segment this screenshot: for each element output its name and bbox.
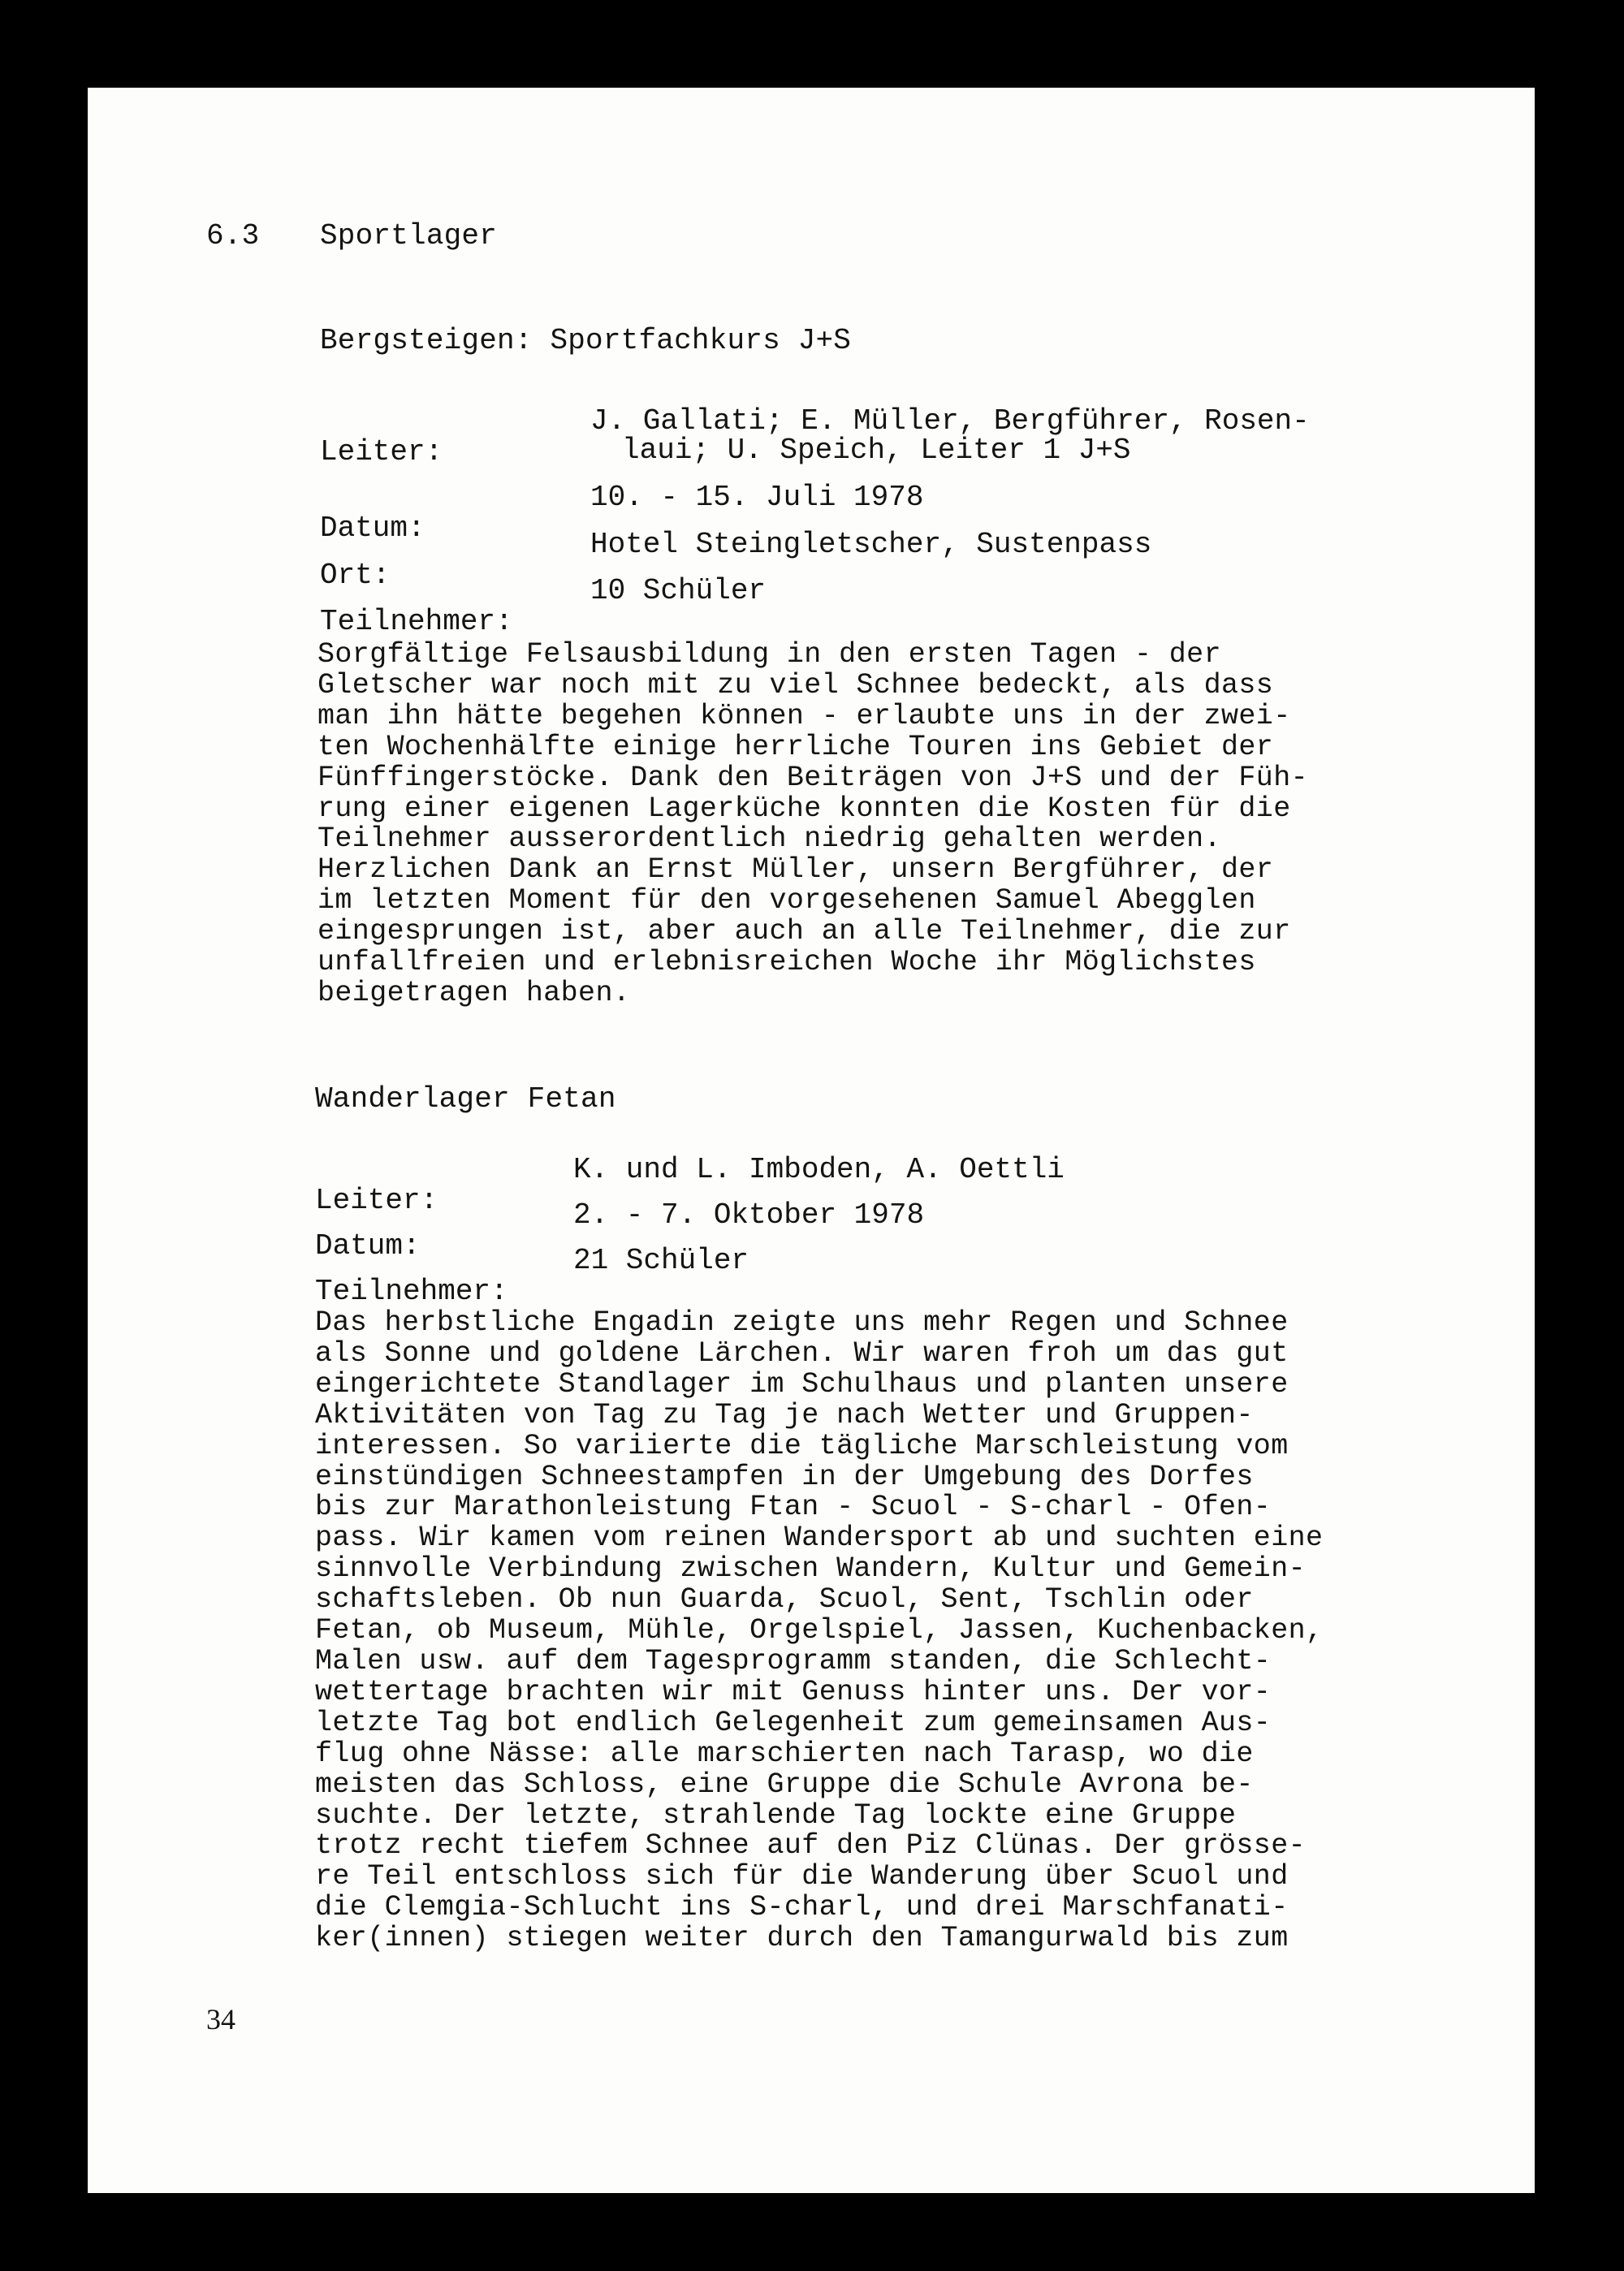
- section-title: Sportlager: [320, 219, 498, 253]
- text-line: sinnvolle Verbindung zwischen Wandern, Kultur und Gemein-: [315, 1552, 1306, 1586]
- text-line: Herzlichen Dank an Ernst Müller, unsern Bergführer, der: [317, 853, 1274, 887]
- text-line: trotz recht tiefem Schnee auf den Piz Clünas. Der grösse-: [315, 1829, 1306, 1863]
- bergsteigen-body-text: [317, 640, 1308, 1009]
- field-value: J. Gallati; E. Müller, Bergführer, Rosen-: [590, 404, 1310, 438]
- text-line: einstündigen Schneestampfen in der Umgebung des Dorfes: [315, 1460, 1254, 1493]
- text-line: schaftsleben. Ob nun Guarda, Scuol, Sent, Tschlin oder: [315, 1583, 1254, 1617]
- text-line: Aktivitäten von Tag zu Tag je nach Wetter und Gruppen-: [315, 1398, 1254, 1431]
- field-label: Datum:: [320, 512, 425, 545]
- text-line: beigetragen haben.: [317, 976, 631, 1009]
- text-line: Gletscher war noch mit zu viel Schnee bedeckt, als dass: [317, 668, 1274, 702]
- field-value: 10 Schüler: [590, 574, 767, 607]
- document-page: [88, 88, 1535, 2193]
- text-line: ten Wochenhälfte einige herrliche Touren ins Gebiet der: [317, 730, 1274, 763]
- text-line: letzte Tag bot endlich Gelegenheit zum gemeinsamen Aus-: [315, 1706, 1272, 1739]
- field-value: 2. - 7. Oktober 1978: [573, 1198, 925, 1232]
- text-line: Fünffingerstöcke. Dank den Beiträgen von J+S und der Füh-: [317, 761, 1308, 794]
- section-number: 6.3: [206, 219, 260, 253]
- text-line: die Clemgia-Schlucht ins S-charl, und drei Marschfanati-: [315, 1891, 1289, 1924]
- text-line: man ihn hätte begehen können - erlaubte uns in der zwei-: [317, 699, 1291, 732]
- text-line: Fetan, ob Museum, Mühle, Orgelspiel, Jassen, Kuchenbacken,: [315, 1614, 1324, 1647]
- text-line: bis zur Marathonleistung Ftan - Scuol - S-charl - Ofen-: [315, 1491, 1272, 1524]
- field-label: Datum:: [315, 1229, 421, 1263]
- wanderlager-body-text: [315, 1308, 1323, 1954]
- field-label: Leiter:: [320, 435, 443, 468]
- page-number: 34: [206, 2003, 235, 2036]
- field-label: Ort:: [320, 559, 391, 592]
- field-label: Leiter:: [315, 1184, 438, 1217]
- text-line: meisten das Schloss, eine Gruppe die Schule Avrona be-: [315, 1768, 1254, 1801]
- text-line: interessen. So variierte die tägliche Marschleistung vom: [315, 1429, 1289, 1462]
- field-value: 21 Schüler: [573, 1244, 749, 1277]
- text-line: Sorgfältige Felsausbildung in den ersten Tagen - der: [317, 638, 1221, 671]
- text-line: im letzten Moment für den vorgesehenen Samuel Abegglen: [317, 884, 1256, 917]
- text-line: rung einer eigenen Lagerküche konnten die Kosten für die: [317, 792, 1291, 825]
- text-line: suchte. Der letzte, strahlende Tag lockte eine Gruppe: [315, 1798, 1237, 1832]
- text-line: als Sonne und goldene Lärchen. Wir waren froh um das gut: [315, 1336, 1289, 1370]
- text-line: wettertage brachten wir mit Genuss hinter uns. Der vor-: [315, 1675, 1272, 1708]
- field-label: Teilnehmer:: [315, 1275, 508, 1308]
- field-value: K. und L. Imboden, A. Oettli: [573, 1153, 1065, 1186]
- text-line: ker(innen) stiegen weiter durch den Tamangurwald bis zum: [315, 1922, 1289, 1955]
- bergsteigen-heading: Bergsteigen: Sportfachkurs J+S: [320, 324, 852, 357]
- text-line: pass. Wir kamen vom reinen Wandersport ab und suchten eine: [315, 1522, 1324, 1555]
- field-value: 10. - 15. Juli 1978: [590, 481, 924, 514]
- text-line: Malen usw. auf dem Tagesprogramm standen, die Schlecht-: [315, 1644, 1272, 1677]
- text-line: Das herbstliche Engadin zeigte uns mehr Regen und Schnee: [315, 1306, 1289, 1339]
- text-line: re Teil entschloss sich für die Wanderung über Scuol und: [315, 1860, 1289, 1893]
- wanderlager-heading: Wanderlager Fetan: [315, 1082, 616, 1116]
- field-label: Teilnehmer:: [320, 605, 513, 638]
- text-line: eingerichtete Standlager im Schulhaus und planten unsere: [315, 1367, 1289, 1401]
- field-value: laui; U. Speich, Leiter 1 J+S: [622, 434, 1131, 467]
- text-line: unfallfreien und erlebnisreichen Woche ihr Möglichstes: [317, 946, 1256, 979]
- text-line: flug ohne Nässe: alle marschierten nach Tarasp, wo die: [315, 1737, 1254, 1770]
- text-line: Teilnehmer ausserordentlich niedrig gehalten werden.: [317, 822, 1221, 856]
- text-line: eingesprungen ist, aber auch an alle Teilnehmer, die zur: [317, 915, 1291, 948]
- field-value: Hotel Steingletscher, Sustenpass: [590, 528, 1152, 561]
